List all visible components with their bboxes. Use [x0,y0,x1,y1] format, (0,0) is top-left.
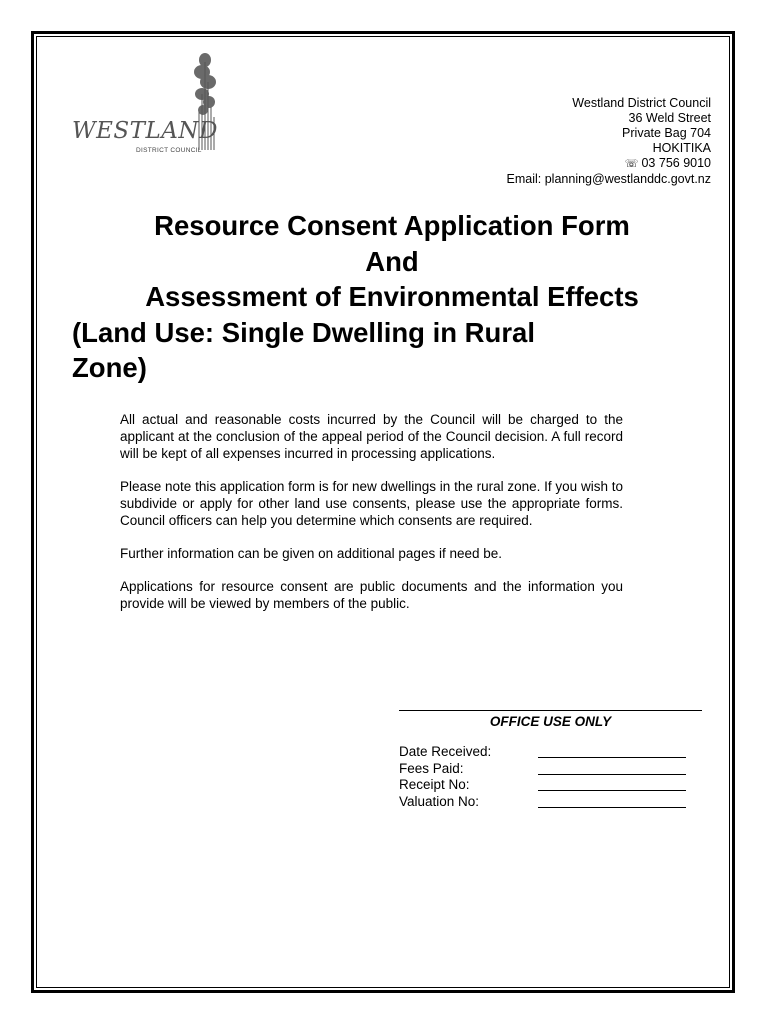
address-postbox: Private Bag 704 [622,126,711,140]
fees-paid-row [399,761,702,778]
address-phone-row [507,156,711,172]
logo-subtitle: DISTRICT COUNCIL [136,147,202,154]
date-received-field[interactable] [538,757,686,758]
valuation-no-field[interactable] [538,807,686,808]
office-use-heading: OFFICE USE ONLY [489,714,612,729]
scope-paragraph: Please note this application form is for new dwellings in the rural zone. If you wish to subdivide or apply for other land use consents, please use the appropriate forms. Council officers can help you determine which consents are required. [120,479,623,528]
address-street: 36 Weld Street [628,111,711,125]
page-title [72,208,712,386]
valuation-no-row [399,794,702,811]
office-use-fields [399,744,702,810]
title-line-3: Assessment of Environmental Effects [145,281,639,312]
address-town: HOKITIKA [652,141,711,155]
title-line-5: Zone) [72,352,147,383]
address-phone: 03 756 9010 [641,156,711,170]
title-line-4: (Land Use: Single Dwelling in Rural [72,316,535,348]
title-line-2: And [365,245,419,277]
phone-icon: ☏ [624,158,639,170]
valuation-no-label: Valuation No: [399,793,480,809]
receipt-no-row [399,777,702,794]
receipt-no-label: Receipt No: [399,777,470,792]
intro-body [120,411,623,628]
council-address [507,96,711,187]
address-email[interactable]: Email: planning@westlanddc.govt.nz [506,172,711,186]
fees-paid-label: Fees Paid: [399,760,464,776]
westland-logo [72,50,232,160]
office-use-divider [399,710,702,711]
receipt-no-field[interactable] [538,790,686,791]
logo-wordmark: WESTLAND [72,118,218,144]
address-name: Westland District Council [572,96,711,110]
public-documents-paragraph: Applications for resource consent are public documents and the information you provide will be viewed by members of the public. [120,579,623,611]
date-received-row [399,744,702,761]
fees-paid-field[interactable] [538,774,686,775]
costs-paragraph: All actual and reasonable costs incurred by the Council will be charged to the applicant at the conclusion of the appeal period of the Council decision. A full record will be kept of all expenses incurred in processing applications. [120,412,623,461]
title-line-1: Resource Consent Application Form [154,210,630,241]
date-received-label: Date Received: [399,744,492,759]
office-use-box [399,710,702,810]
further-info-paragraph: Further information can be given on additional pages if need be. [120,546,503,561]
